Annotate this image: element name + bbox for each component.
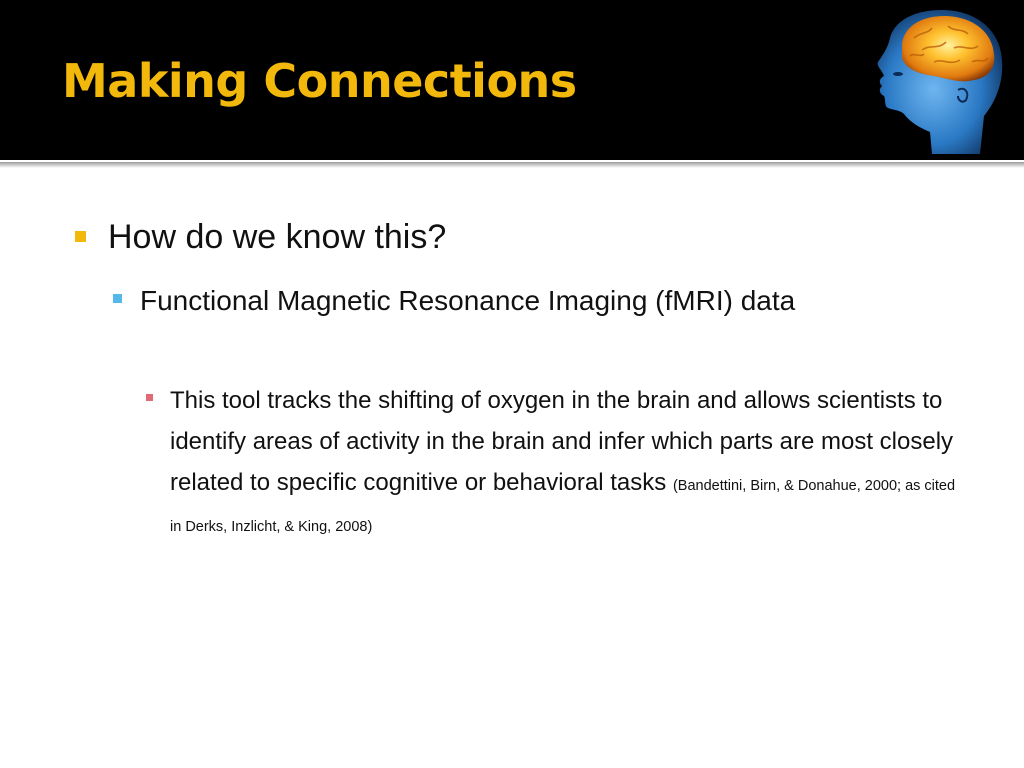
citation: (Bandettini, Birn, & Donahue, 2000; as cited in Derks, Inzlicht, & King, 2008): [170, 478, 956, 535]
square-bullet-icon: [146, 394, 153, 401]
bullet-text: How do we know this?: [108, 218, 447, 256]
square-bullet-icon: [75, 231, 86, 242]
bullet-text: Functional Magnetic Resonance Imaging (fMRI) data: [140, 285, 796, 316]
bullet-text: This tool tracks the shifting of oxygen in the brain and allows scientists to identify areas of activity in the brain and infer which parts are most closely related to specific cognitive or behavioral tasks: [170, 387, 954, 496]
bullet-level-1: [108, 214, 968, 260]
square-bullet-icon: [113, 294, 122, 303]
bullet-level-3: [170, 380, 970, 544]
slide-title: Making Connections: [62, 54, 577, 108]
bullet-level-2: [140, 280, 930, 322]
